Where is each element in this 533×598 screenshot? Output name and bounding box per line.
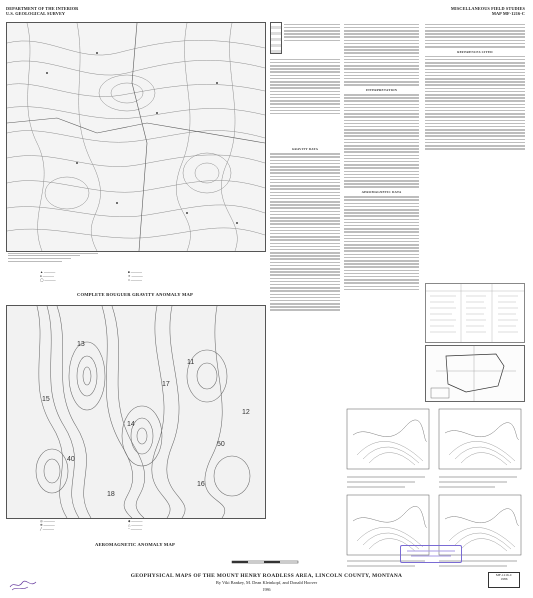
legend-row: ● ───── bbox=[40, 274, 55, 278]
magnetic-label: 17 bbox=[162, 381, 170, 388]
references-column bbox=[425, 22, 525, 272]
legend-row: ✕ ───── bbox=[128, 274, 143, 278]
gravity-base-credit bbox=[8, 251, 98, 263]
interpretation-heading: INTERPRETATION bbox=[365, 87, 398, 92]
by-label: By bbox=[215, 580, 222, 585]
magnetic-label: 15 bbox=[42, 396, 50, 403]
sheet-year: 1986 bbox=[500, 577, 508, 582]
legend-row: ■ ───── bbox=[128, 270, 143, 274]
magnetic-label: 40 bbox=[67, 456, 75, 463]
gravity-legend bbox=[40, 270, 240, 282]
legend-row: ╱ ───── bbox=[40, 527, 55, 531]
scale-bar-svg bbox=[230, 558, 300, 568]
magnetic-legend bbox=[40, 519, 240, 531]
magnetic-label: 16 bbox=[197, 481, 205, 488]
legend-row: □ ───── bbox=[128, 278, 143, 282]
legend-row: ◆ ───── bbox=[128, 519, 143, 523]
gravity-heading: GRAVITY DATA bbox=[291, 147, 319, 151]
magnetic-contour-svg bbox=[7, 306, 265, 518]
stamp-svg bbox=[401, 546, 461, 562]
magnetic-label: 12 bbox=[242, 409, 250, 416]
gravity-text-column bbox=[270, 145, 340, 425]
strat-column bbox=[270, 22, 282, 54]
magnetic-label: 13 bbox=[77, 341, 85, 348]
series-header bbox=[451, 6, 525, 16]
legend-row: ▲ ───── bbox=[40, 270, 56, 274]
magnetic-label: 14 bbox=[127, 421, 135, 428]
author-names: Viki Bankey, M. Dean Kleinkopf, and Donald Hoover bbox=[222, 580, 318, 585]
agency-line-2: U.S. GEOLOGICAL SURVEY bbox=[6, 11, 66, 16]
gravity-anomaly-map[interactable] bbox=[6, 22, 266, 252]
legend-row: △ ───── bbox=[128, 523, 143, 527]
table-lines-svg bbox=[426, 284, 524, 342]
aeromagnetic-anomaly-map[interactable] bbox=[6, 305, 266, 519]
magnetic-heading: AEROMAGNETIC DATA bbox=[361, 189, 402, 194]
gravity-map-caption: COMPLETE BOUGUER GRAVITY ANOMALY MAP bbox=[76, 292, 194, 297]
references-heading: REFERENCES CITED bbox=[457, 49, 493, 54]
sheet-number: MF-1216-C bbox=[495, 573, 513, 577]
publication-year: 1986 bbox=[262, 587, 271, 592]
index-map-svg bbox=[426, 346, 524, 401]
magnetic-map-caption: AEROMAGNETIC ANOMALY MAP bbox=[94, 542, 175, 547]
series-line-1: MISCELLANEOUS FIELD STUDIES bbox=[450, 6, 525, 11]
explanation-column bbox=[270, 22, 340, 142]
magnetic-label: 50 bbox=[217, 441, 225, 448]
physical-properties-table bbox=[425, 283, 525, 343]
index-map[interactable] bbox=[425, 345, 525, 402]
authors bbox=[0, 580, 533, 585]
agency-header bbox=[6, 6, 78, 16]
legend-row: ◎ ───── bbox=[40, 519, 55, 523]
map-title: GEOPHYSICAL MAPS OF THE MOUNT HENRY ROADLESS AREA, LINCOLN COUNTY, MONTANA bbox=[130, 573, 403, 579]
legend-row: ◯ ───── bbox=[40, 278, 56, 282]
legend-row: ⊕ ───── bbox=[40, 523, 55, 527]
interpretation-column bbox=[344, 22, 419, 402]
received-stamp bbox=[400, 545, 462, 563]
sheet-number-box bbox=[488, 572, 520, 588]
legend-row: ┄ ───── bbox=[128, 527, 143, 531]
series-line-2: MAP MF-1216-C bbox=[491, 11, 525, 16]
magnetic-label: 18 bbox=[107, 491, 115, 498]
scale-bar bbox=[230, 555, 300, 565]
gravity-contour-svg bbox=[7, 23, 265, 251]
magnetic-label: 11 bbox=[187, 359, 195, 366]
agency-line-1: DEPARTMENT OF THE INTERIOR bbox=[6, 6, 79, 11]
